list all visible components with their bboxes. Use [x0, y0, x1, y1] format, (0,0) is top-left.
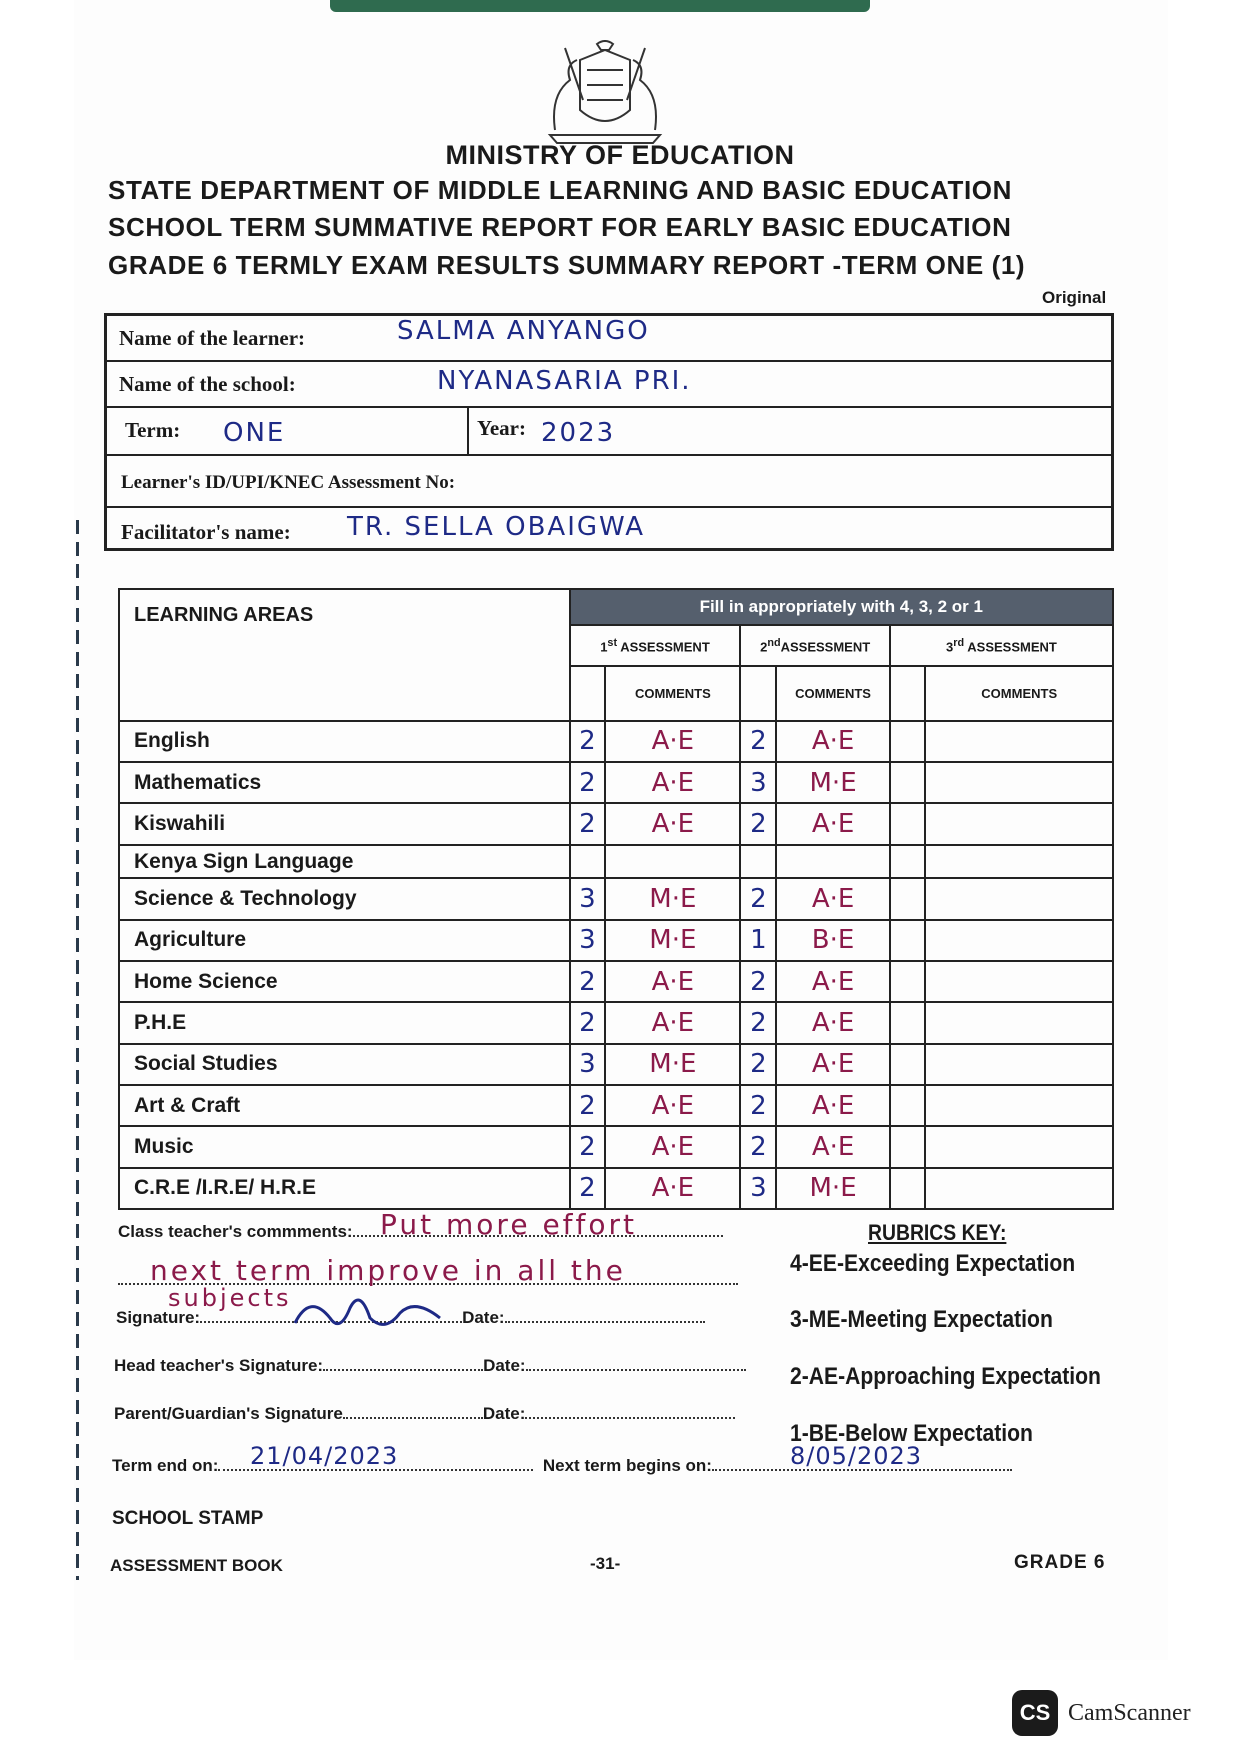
facilitator-value[interactable]: TR. SELLA OBAIGWA: [347, 512, 646, 542]
score-1-cell[interactable]: 2: [570, 1085, 606, 1126]
subject-row: [119, 845, 1113, 879]
teacher-comment-line-1[interactable]: Put more effort: [380, 1208, 638, 1241]
score-1-cell[interactable]: 2: [570, 961, 606, 1002]
subject-row: [119, 1126, 1113, 1167]
subject-name: Science & Technology: [119, 878, 570, 919]
learner-name-label: Name of the learner:: [119, 326, 306, 350]
score-3-cell[interactable]: [890, 845, 926, 879]
score-2-header: [740, 666, 776, 720]
score-3-cell[interactable]: [890, 762, 926, 803]
subject-name: C.R.E /I.R.E/ H.R.E: [119, 1168, 570, 1209]
comments-3-header: COMMENTS: [925, 666, 1113, 720]
term-year-row: [107, 406, 1111, 456]
comment-1-cell[interactable]: A·E: [605, 1085, 740, 1126]
score-1-cell[interactable]: 3: [570, 920, 606, 961]
learner-name-row: [107, 316, 1111, 362]
school-name-value[interactable]: NYANASARIA PRI.: [437, 366, 692, 396]
subject-row: [119, 721, 1113, 762]
score-3-cell[interactable]: [890, 1126, 926, 1167]
score-1-cell[interactable]: 3: [570, 878, 606, 919]
head-signature-row: Head teacher's Signature: Date:: [114, 1356, 746, 1376]
subject-row: [119, 1044, 1113, 1085]
score-3-cell[interactable]: [890, 920, 926, 961]
subject-row: [119, 1002, 1113, 1043]
subject-row: [119, 803, 1113, 844]
comment-2-cell[interactable]: A·E: [776, 961, 890, 1002]
signature-row: Signature: Date:: [116, 1308, 705, 1328]
score-2-cell[interactable]: 2: [740, 1044, 776, 1085]
learner-name-value[interactable]: SALMA ANYANGO: [397, 316, 650, 346]
comment-3-cell[interactable]: [925, 803, 1113, 844]
teacher-comment-line-3[interactable]: subjects: [168, 1284, 292, 1312]
comment-1-cell[interactable]: M·E: [605, 878, 740, 919]
fill-instruction-header: Fill in appropriately with 4, 3, 2 or 1: [570, 589, 1113, 625]
comment-3-cell[interactable]: [925, 1044, 1113, 1085]
facilitator-label: Facilitator's name:: [121, 520, 291, 544]
comment-2-cell[interactable]: A·E: [776, 1126, 890, 1167]
camscanner-label: CamScanner: [1068, 1700, 1191, 1726]
rubrics-title: RUBRICS KEY:: [868, 1220, 1007, 1245]
facilitator-row: [107, 506, 1111, 548]
term-dates-row: Term end on: Next term begins on:: [112, 1456, 1012, 1476]
comments-2-header: COMMENTS: [776, 666, 890, 720]
subject-name: English: [119, 721, 570, 762]
footer-book-label: ASSESSMENT BOOK: [110, 1556, 283, 1575]
year-label: Year:: [477, 416, 526, 440]
comment-3-cell[interactable]: [925, 878, 1113, 919]
score-2-cell[interactable]: 2: [740, 878, 776, 919]
score-3-cell[interactable]: [890, 961, 926, 1002]
ministry-title: MINISTRY OF EDUCATION: [445, 140, 795, 170]
learner-id-row: [107, 454, 1111, 508]
coat-of-arms-icon: [535, 40, 675, 145]
score-1-cell[interactable]: 2: [570, 721, 606, 762]
results-table-wrap: [118, 588, 1114, 1210]
subject-row: [119, 920, 1113, 961]
comment-1-cell[interactable]: A·E: [605, 1002, 740, 1043]
comment-2-cell[interactable]: A·E: [776, 1002, 890, 1043]
comment-3-cell[interactable]: [925, 762, 1113, 803]
score-2-cell[interactable]: 2: [740, 961, 776, 1002]
score-2-cell[interactable]: 2: [740, 1085, 776, 1126]
comment-2-cell[interactable]: A·E: [776, 1044, 890, 1085]
subject-name: P.H.E: [119, 1002, 570, 1043]
score-3-cell[interactable]: [890, 1002, 926, 1043]
report-type-line: SCHOOL TERM SUMMATIVE REPORT FOR EARLY BASIC EDUCATION: [108, 212, 1012, 242]
school-name-row: [107, 360, 1111, 408]
comments-1-header: COMMENTS: [605, 666, 740, 720]
assessment-3-header: 3rd ASSESSMENT: [890, 625, 1113, 666]
comment-3-cell[interactable]: [925, 961, 1113, 1002]
comment-3-cell[interactable]: [925, 1126, 1113, 1167]
subject-row: [119, 1168, 1113, 1209]
score-2-cell[interactable]: 1: [740, 920, 776, 961]
comment-2-cell[interactable]: A·E: [776, 803, 890, 844]
term-year-divider: [467, 406, 469, 454]
score-1-cell[interactable]: 2: [570, 1002, 606, 1043]
score-3-cell[interactable]: [890, 878, 926, 919]
score-1-cell[interactable]: 2: [570, 1168, 606, 1209]
subject-name: Art & Craft: [119, 1085, 570, 1126]
comment-2-cell[interactable]: A·E: [776, 721, 890, 762]
score-2-cell[interactable]: 3: [740, 1168, 776, 1209]
subject-name: Mathematics: [119, 762, 570, 803]
book-cover-edge: [330, 0, 870, 12]
term-label: Term:: [125, 418, 181, 442]
subject-name: Home Science: [119, 961, 570, 1002]
comment-1-cell[interactable]: [605, 845, 740, 879]
subject-row: [119, 762, 1113, 803]
score-1-cell[interactable]: [570, 845, 606, 879]
rubric-ee: 4-EE-Exceeding Expectation: [790, 1250, 1076, 1277]
learner-id-label: Learner's ID/UPI/KNEC Assessment No:: [121, 472, 456, 493]
score-3-cell[interactable]: [890, 1044, 926, 1085]
score-1-cell[interactable]: 2: [570, 1126, 606, 1167]
score-2-cell[interactable]: [740, 845, 776, 879]
subject-name: Kiswahili: [119, 803, 570, 844]
school-name-label: Name of the school:: [119, 372, 296, 396]
next-term-value[interactable]: 8/05/2023: [790, 1442, 923, 1470]
comment-1-cell[interactable]: A·E: [605, 721, 740, 762]
year-value[interactable]: 2023: [541, 418, 616, 448]
learning-areas-header: LEARNING AREAS: [119, 589, 570, 721]
score-3-header: [890, 666, 926, 720]
score-1-cell[interactable]: 2: [570, 762, 606, 803]
learner-info-box: [104, 313, 1114, 551]
footer-page-number: -31-: [590, 1554, 621, 1573]
score-3-cell[interactable]: [890, 721, 926, 762]
comment-3-cell[interactable]: [925, 1085, 1113, 1126]
parent-signature-row: Parent/Guardian's Signature Date:: [114, 1404, 735, 1424]
subject-row: [119, 961, 1113, 1002]
comment-1-cell[interactable]: M·E: [605, 920, 740, 961]
comment-3-cell[interactable]: [925, 1002, 1113, 1043]
department-line: STATE DEPARTMENT OF MIDDLE LEARNING AND BASIC EDUCATION: [108, 175, 1012, 205]
score-2-cell[interactable]: 3: [740, 762, 776, 803]
comment-1-cell[interactable]: M·E: [605, 1044, 740, 1085]
comment-3-cell[interactable]: [925, 1168, 1113, 1209]
comment-2-cell[interactable]: [776, 845, 890, 879]
score-2-cell[interactable]: 2: [740, 1126, 776, 1167]
comment-2-cell[interactable]: M·E: [776, 762, 890, 803]
score-2-cell[interactable]: 2: [740, 1002, 776, 1043]
school-stamp-label: SCHOOL STAMP: [112, 1508, 264, 1529]
term-end-value[interactable]: 21/04/2023: [250, 1442, 399, 1470]
subject-name: Agriculture: [119, 920, 570, 961]
copy-label: Original: [1042, 288, 1107, 307]
comment-2-cell[interactable]: A·E: [776, 1085, 890, 1126]
comment-2-cell[interactable]: A·E: [776, 878, 890, 919]
comment-2-cell[interactable]: M·E: [776, 1168, 890, 1209]
score-1-cell[interactable]: 3: [570, 1044, 606, 1085]
score-1-cell[interactable]: 2: [570, 803, 606, 844]
assessment-2-header: 2ndASSESSMENT: [740, 625, 889, 666]
comment-2-cell[interactable]: B·E: [776, 920, 890, 961]
score-3-cell[interactable]: [890, 1168, 926, 1209]
results-table: [118, 588, 1114, 1210]
subject-name: Music: [119, 1126, 570, 1167]
score-3-cell[interactable]: [890, 803, 926, 844]
teacher-comment-line-2[interactable]: next term improve in all the: [150, 1254, 626, 1287]
teacher-signature-scribble: [290, 1288, 450, 1338]
camscanner-logo: CS: [1012, 1690, 1058, 1736]
comment-1-cell[interactable]: A·E: [605, 803, 740, 844]
comment-3-cell[interactable]: [925, 721, 1113, 762]
teacher-comment-label: Class teacher's commments:: [118, 1222, 723, 1242]
report-title-line: GRADE 6 TERMLY EXAM RESULTS SUMMARY REPORT -TERM ONE (1): [108, 250, 1026, 280]
rubric-ae: 2-AE-Approaching Expectation: [790, 1363, 1101, 1390]
subject-row: [119, 1085, 1113, 1126]
footer-grade: GRADE 6: [1014, 1552, 1106, 1573]
subject-name: Kenya Sign Language: [119, 845, 570, 879]
subject-row: [119, 878, 1113, 919]
comment-1-cell[interactable]: A·E: [605, 1126, 740, 1167]
comment-3-cell[interactable]: [925, 920, 1113, 961]
comment-1-cell[interactable]: A·E: [605, 762, 740, 803]
term-value[interactable]: ONE: [223, 418, 286, 448]
score-2-cell[interactable]: 2: [740, 721, 776, 762]
rubric-me: 3-ME-Meeting Expectation: [790, 1306, 1053, 1333]
binding-edge: [76, 520, 79, 1580]
assessment-1-header: 1st ASSESSMENT: [570, 625, 741, 666]
comment-1-cell[interactable]: A·E: [605, 1168, 740, 1209]
rubric-be: 1-BE-Below Expectation: [790, 1420, 1033, 1447]
subject-name: Social Studies: [119, 1044, 570, 1085]
score-1-header: [570, 666, 606, 720]
comment-3-cell[interactable]: [925, 845, 1113, 879]
comment-1-cell[interactable]: A·E: [605, 961, 740, 1002]
score-2-cell[interactable]: 2: [740, 803, 776, 844]
score-3-cell[interactable]: [890, 1085, 926, 1126]
